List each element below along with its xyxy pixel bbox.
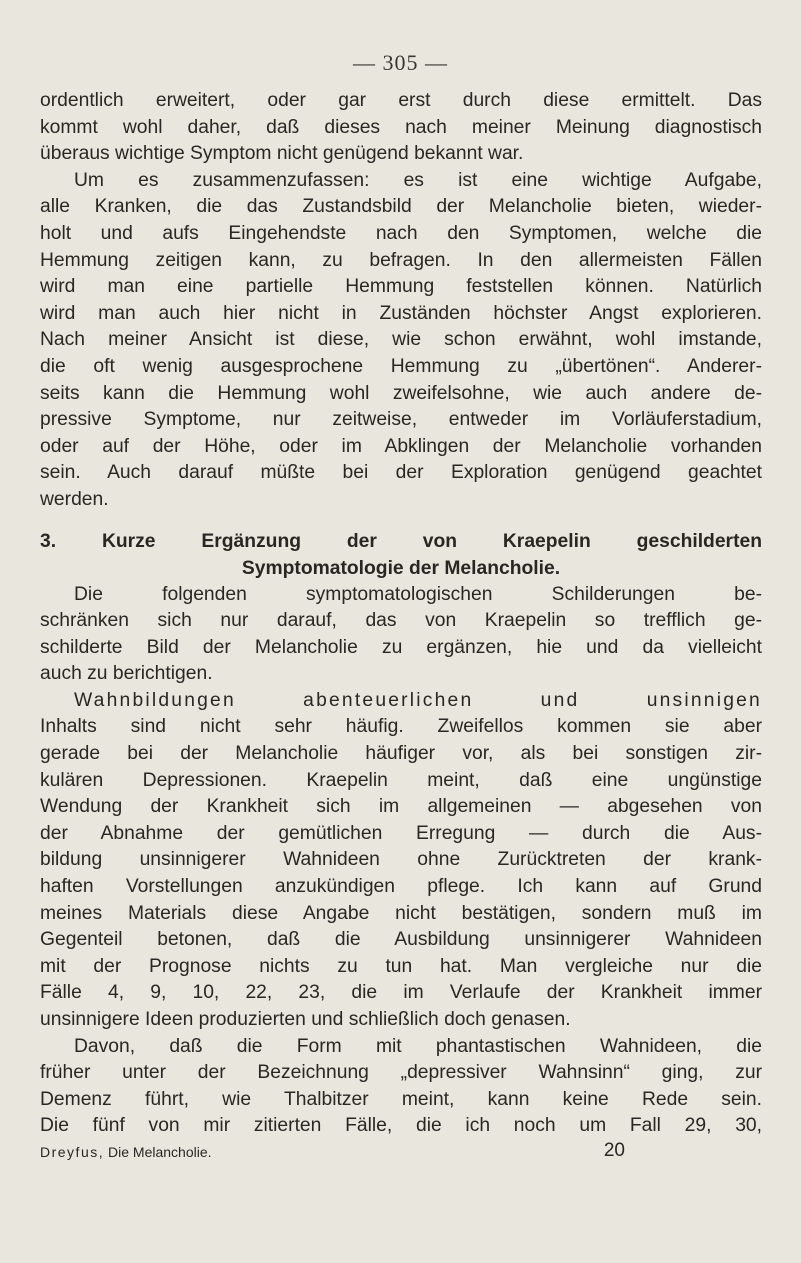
text-line: haften Vorstellungen anzukündigen pflege. Ich kann auf Grund (40, 876, 762, 898)
text-line: Um es zusammenzufassen: es ist eine wichtige Aufgabe, (74, 169, 762, 191)
text-line: schränken sich nur darauf, das von Kraepelin so trefflich ge- (40, 610, 762, 632)
text-line: unsinnigere Ideen produzierten und schließlich doch genasen. (40, 1009, 571, 1030)
footer-author: Dreyfus, (40, 1144, 105, 1160)
text-line: bildung unsinnigerer Wahnideen ohne Zurücktreten der krank- (40, 849, 762, 871)
text-line: Nach meiner Ansicht ist diese, wie schon erwähnt, wohl imstande, (40, 329, 762, 351)
text-line: auch zu berichtigen. (40, 663, 213, 685)
text-line: Die fünf von mir zitierten Fälle, die ich noch um Fall 29, 30, (40, 1115, 762, 1137)
text-line: überaus wichtige Symptom nicht genügend bekannt war. (40, 143, 524, 165)
text-line: werden. (40, 488, 109, 510)
text-line: Wendung der Krankheit sich im allgemeinen — abgesehen von (40, 796, 762, 818)
text-line: gerade bei der Melancholie häufiger vor, als bei sonstigen zir- (40, 743, 762, 765)
section-heading (40, 528, 762, 582)
text-line: Wahnbildungen abenteuerlichen und unsinnigen (74, 689, 762, 711)
text-line: meines Materials diese Angabe nicht bestätigen, sondern muß im (40, 902, 762, 924)
text-line: kommt wohl daher, daß dieses nach meiner Meinung diagnostisch (40, 116, 762, 138)
footer-title: Die Melancholie. (108, 1144, 212, 1160)
page-footer (40, 1140, 762, 1161)
text-line: ordentlich erweitert, oder gar erst durch diese ermittelt. Das (40, 90, 762, 111)
text-line: oder auf der Höhe, oder im Abklingen der Melancholie vorhanden (40, 435, 762, 457)
text-line: schilderte Bild der Melancholie zu ergänzen, hie und da vielleicht (40, 636, 762, 658)
body-text (40, 88, 762, 1140)
section-heading-line-2: Symptomatologie der Melancholie. (241, 557, 561, 579)
page-number-header: — 305 — (353, 50, 448, 75)
text-line: Gegenteil betonen, daß die Ausbildung unsinnigerer Wahnideen (40, 929, 762, 951)
text-line: mit der Prognose nichts zu tun hat. Man vergleiche nur die (40, 955, 762, 977)
text-line: Hemmung zeitigen kann, zu befragen. In den allermeisten Fällen (40, 249, 762, 271)
text-line: die oft wenig ausgesprochene Hemmung zu „übertönen“. Anderer- (40, 355, 762, 377)
text-line: der Abnahme der gemütlichen Erregung — durch die Aus- (40, 822, 762, 844)
signature-mark: 20 (603, 1140, 625, 1161)
text-line: früher unter der Bezeichnung „depressiver Wahnsinn“ ging, zur (40, 1062, 762, 1084)
text-line: alle Kranken, die das Zustandsbild der Melancholie bieten, wieder- (40, 196, 762, 218)
text-line: kulären Depressionen. Kraepelin meint, daß eine ungünstige (40, 769, 762, 791)
text-line: wird man eine partielle Hemmung feststellen können. Natürlich (40, 276, 762, 298)
text-line: Inhalts sind nicht sehr häufig. Zweifellos kommen sie aber (40, 716, 762, 738)
text-line: Demenz führt, wie Thalbitzer meint, kann keine Rede sein. (40, 1088, 762, 1110)
text-line: Davon, daß die Form mit phantastischen Wahnideen, die (74, 1035, 762, 1057)
text-line: seits kann die Hemmung wohl zweifelsohne, wie auch andere de- (40, 382, 762, 404)
text-line: holt und aufs Eingehendste nach den Symptomen, welche die (40, 222, 762, 244)
text-line: wird man auch hier nicht in Zuständen höchster Angst explorieren. (40, 302, 762, 324)
text-line: Fälle 4, 9, 10, 22, 23, die im Verlaufe der Krankheit immer (40, 982, 762, 1004)
section-heading-line-1: 3. Kurze Ergänzung der von Kraepelin geschilderten (40, 530, 762, 552)
text-line: Die folgenden symptomatologischen Schilderungen be- (74, 583, 762, 605)
text-line: sein. Auch darauf müßte bei der Exploration genügend geachtet (40, 462, 762, 484)
text-line: pressive Symptome, nur zeitweise, entweder im Vorläuferstadium, (40, 409, 762, 431)
